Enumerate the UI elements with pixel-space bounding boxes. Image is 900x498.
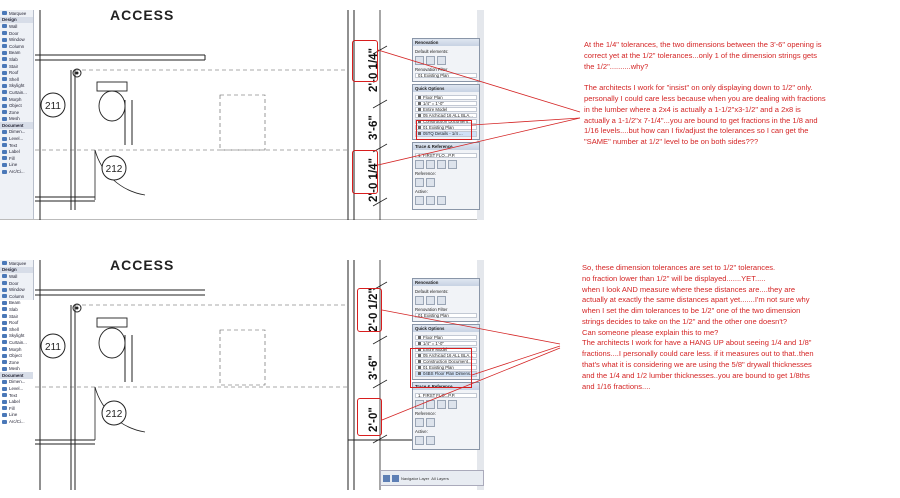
toolbox-item-column[interactable] xyxy=(0,43,33,50)
annotation-line: fractions....I personally could care less. if it measures out to that..then xyxy=(582,349,814,359)
active-button-2-bottom[interactable] xyxy=(426,436,435,445)
toolbox-item-arc-ci[interactable] xyxy=(0,168,33,175)
room-tag-212: 212 xyxy=(105,164,123,175)
quick-option-label: 05 Archicad 16 ALL BLA... xyxy=(423,353,473,359)
toolbox-item-zone[interactable] xyxy=(0,109,33,116)
annotation-line: in the lumber where a 2x4 is actually a 1-1/2"x3-1/2" and a 2x8 is xyxy=(584,104,801,114)
toolbox-label: Curtain... xyxy=(9,339,27,345)
trace-title-bottom: Trace & Reference xyxy=(413,383,479,390)
toolbox-item-shell[interactable] xyxy=(0,76,33,83)
quick-option-label: Entire Model xyxy=(423,107,448,113)
annotation-line: The architects I work for "insist" on only displaying down to 1/2" only. xyxy=(584,83,813,93)
toolbox-label: Slab xyxy=(9,56,18,62)
ref-button-1[interactable] xyxy=(415,178,424,187)
annotation-line: "SAME" number at 1/2" level to be on both sides??? xyxy=(584,137,759,147)
demolish-button[interactable] xyxy=(426,56,435,65)
quick-options-title: Quick Options xyxy=(413,85,479,92)
annotation-line: the 1/2"..........why? xyxy=(584,61,649,71)
trace-title: Trace & Reference xyxy=(413,143,479,150)
new-button[interactable] xyxy=(437,56,446,65)
statusbar xyxy=(380,470,484,486)
ref-button-2[interactable] xyxy=(426,178,435,187)
option-icon xyxy=(418,336,421,339)
annotation-line: Can someone please explain this to me? xyxy=(582,327,719,337)
reference-label: Reference: xyxy=(415,171,437,177)
toolbox-label: Stair xyxy=(9,63,19,69)
new-button-bottom[interactable] xyxy=(437,296,446,305)
annotation-line: personally I could care less because when you are dealing with fractions xyxy=(584,94,826,104)
annotation-line: and the 1/4 and 1/2 lumber thicknesses..you are bound to get 1/8ths xyxy=(582,370,810,380)
toolbox-label: Text xyxy=(9,142,18,148)
ref-button-2-bottom[interactable] xyxy=(426,418,435,427)
toolbox-item-object[interactable] xyxy=(0,102,33,109)
layer-icon[interactable] xyxy=(392,475,399,482)
toolbox-label: Slab xyxy=(9,306,18,312)
toolbox-label: Fill xyxy=(9,405,15,411)
option-icon xyxy=(418,342,421,345)
quick-option-label: Construction Document... xyxy=(423,359,472,365)
annotation-line: no fraction lower than 1/2" will be displayed.......YET..... xyxy=(582,273,766,283)
toolbox-item-dimen[interactable] xyxy=(0,129,33,136)
toolbox-item-beam[interactable] xyxy=(0,50,33,57)
toolbox-label: Mesh xyxy=(9,366,20,372)
trace-button-2[interactable] xyxy=(426,160,435,169)
dimension-lower-bottom: 2'-0" xyxy=(368,407,380,432)
toolbox-label: Zone xyxy=(9,359,20,365)
toolbox-label: Morph xyxy=(9,96,22,102)
toolbox-label: Skylight xyxy=(9,83,25,89)
active-button-3[interactable] xyxy=(437,196,446,205)
tool-icon xyxy=(2,31,7,35)
trace-button-1-bottom[interactable] xyxy=(415,400,424,409)
toolbox-label: Label xyxy=(9,149,20,155)
trace-button-3-bottom[interactable] xyxy=(437,400,446,409)
annotation-line: that's what it is considering we are using the 5/8" drywall thicknesses xyxy=(582,360,812,370)
tool-icon xyxy=(2,64,7,68)
dimension-middle: 3'-6" xyxy=(368,115,380,140)
trace-reference-palette-bottom xyxy=(412,382,480,450)
tool-icon xyxy=(2,143,7,147)
toolbox-label: Marquee xyxy=(9,10,27,16)
toolbox-label: Beam xyxy=(9,50,21,56)
annotation-line: strings decides to take on the 1/2" and the other one doesn't? xyxy=(582,316,788,326)
toolbox-label: Zone xyxy=(9,109,20,115)
renovation-filter-select[interactable]: 01 Existing Plan xyxy=(415,73,477,78)
toolbox-item-slab[interactable] xyxy=(0,56,33,63)
tool-icon xyxy=(2,117,7,121)
toolbox-item-text[interactable] xyxy=(0,142,33,149)
toolbox-label: Stair xyxy=(9,313,19,319)
toolbox-item-window[interactable] xyxy=(0,36,33,43)
toolbox-label: Roof xyxy=(9,70,19,76)
room-tag-211-bottom: 211 xyxy=(45,342,61,353)
tool-icon xyxy=(2,71,7,75)
tool-icon xyxy=(2,84,7,88)
tool-icon xyxy=(2,110,7,114)
quick-option-label: 1/4" = 1'-0" xyxy=(423,100,444,106)
tool-icon xyxy=(2,150,7,154)
trace-select[interactable]: 1. FIRST FLO...P.P. xyxy=(415,153,477,158)
quick-options-highlight-bottom xyxy=(410,348,472,388)
toolbox-label: Design xyxy=(2,267,17,273)
toolbox-label: Shell xyxy=(9,326,19,332)
annotation-top xyxy=(584,40,826,148)
toolbox-item-roof[interactable] xyxy=(0,69,33,76)
drawing-title-bottom: ACCESS xyxy=(110,257,175,273)
quick-option-label: 04BS Floor Plan Dimens... xyxy=(423,371,474,377)
annotation-line: and 1/16 fractions.... xyxy=(582,381,651,391)
tool-icon xyxy=(2,90,7,94)
dimension-middle-bottom: 3'-6" xyxy=(368,355,380,380)
toolbox-label: Document xyxy=(2,122,24,128)
active-label-bottom: Active: xyxy=(415,429,428,435)
toolbox-label: Window xyxy=(9,287,25,293)
highlight-box-upper xyxy=(352,40,378,82)
toolbox-label: Door xyxy=(9,280,19,286)
tool-icon xyxy=(2,130,7,134)
toolbox-item-design[interactable] xyxy=(0,17,33,24)
toolbox-label: Fill xyxy=(9,155,15,161)
quick-option-label: 01 Existing Plan xyxy=(423,125,454,131)
toolbox-label: Object xyxy=(9,353,22,359)
dimension-lower: 2'-0 1/4" xyxy=(368,158,380,202)
quick-option-label: Floor Plan xyxy=(423,94,443,100)
toolbox-item-door[interactable] xyxy=(0,30,33,37)
toolbox-item-line[interactable] xyxy=(0,162,33,169)
option-icon xyxy=(418,108,421,111)
quick-option-row[interactable] xyxy=(415,107,477,112)
toolbox-label: Door xyxy=(9,30,19,36)
toolbox-label: Design xyxy=(2,17,17,23)
toolbox-label: Level... xyxy=(9,136,24,142)
quick-option-label: Entire Model xyxy=(423,347,448,353)
highlight-box-lower-bottom xyxy=(357,398,382,436)
tool-icon xyxy=(2,51,7,55)
renovation-palette xyxy=(412,38,480,82)
toolbox-label: Skylight xyxy=(9,333,25,339)
demolish-button-bottom[interactable] xyxy=(426,296,435,305)
toolbox-label: Column xyxy=(9,43,25,49)
all-layers-label: All Layers xyxy=(431,475,449,481)
tool-icon xyxy=(2,38,7,42)
tool-icon xyxy=(2,77,7,81)
toolbox-item-label[interactable] xyxy=(0,148,33,155)
quick-option-label: 05TQ Details - 1/4 ... xyxy=(423,131,463,137)
navigator-layer-label: Navigator Layer xyxy=(401,475,430,481)
toolbox-label: Marquee xyxy=(9,260,27,266)
default-elements-label: Default elements: xyxy=(415,49,449,54)
room-tag-212-bottom: 212 xyxy=(105,409,123,420)
quick-option-row[interactable] xyxy=(415,101,477,106)
annotation-line: 1/16 levels....but how can I fix/adjust the tolerances so I can get the xyxy=(584,126,809,136)
screenshot-top xyxy=(0,7,484,220)
tool-icon xyxy=(2,24,7,28)
renovation-filter-select-bottom[interactable]: 01 Existing Plan xyxy=(415,313,477,318)
dimension-upper-bottom: 2'-0 1/2" xyxy=(368,288,380,332)
annotation-bottom xyxy=(582,263,814,392)
active-button-1[interactable] xyxy=(415,196,424,205)
toolbox-item-mesh[interactable] xyxy=(0,116,33,123)
reference-label-bottom: Reference: xyxy=(415,411,437,417)
tool-icon xyxy=(2,57,7,61)
room-tag-211: 211 xyxy=(45,101,61,112)
toolbox-label: Level... xyxy=(9,386,24,392)
quick-option-row[interactable] xyxy=(415,113,477,118)
tool-icon xyxy=(2,170,7,174)
tool-icon xyxy=(2,137,7,141)
trace-button-3[interactable] xyxy=(437,160,446,169)
tool-icon xyxy=(2,156,7,160)
renovation-title: Renovation xyxy=(413,39,479,46)
toolbox-label: Dimen... xyxy=(9,129,26,135)
quick-option-row[interactable] xyxy=(415,341,477,346)
annotation-line: actually a 1-1/2"x 7-1/4"...you are bound to get fractions in the 1/8 and xyxy=(584,115,818,125)
toolbox-label: Line xyxy=(9,162,18,168)
quick-option-label: Construction Document... xyxy=(423,119,472,125)
toolbox-label: Curtain... xyxy=(9,89,27,95)
trace-button-2-bottom[interactable] xyxy=(426,400,435,409)
toolbox-label: Arc/Ci... xyxy=(9,169,25,175)
annotation-line: The architects I work for have a HANG UP about seeing 1/4 and 1/8" xyxy=(582,338,812,348)
quick-option-label: Floor Plan xyxy=(423,334,443,340)
quick-options-highlight xyxy=(416,120,472,140)
renovation-filter-label-bottom: Renovation Filter xyxy=(415,307,448,312)
renovation-palette-bottom xyxy=(412,278,480,322)
annotation-line: when I set the dim tolerances to be 1/2" one of the two dimension xyxy=(582,306,801,316)
toolbox-item-morph[interactable] xyxy=(0,96,33,103)
highlight-box-lower xyxy=(352,150,378,194)
option-icon xyxy=(418,96,421,99)
tool-icon xyxy=(2,97,7,101)
toolbox-label: Column xyxy=(9,293,25,299)
option-icon xyxy=(418,114,421,117)
drawing-title: ACCESS xyxy=(110,7,175,23)
annotation-line: At the 1/4" tolerances, the two dimensions between the 3'-6" opening is xyxy=(584,40,822,49)
annotation-gap xyxy=(584,72,826,83)
tool-icon xyxy=(2,104,7,108)
toolbox-label: Shell xyxy=(9,76,19,82)
renovation-filter-label: Renovation Filter xyxy=(415,67,448,72)
toolbox-label: Label xyxy=(9,399,20,405)
annotation-line: actually at exactly the same distances apart yet.......I'm not sure why xyxy=(582,295,810,305)
toolbox-label: Dimen... xyxy=(9,379,26,385)
toolbox-item-wall[interactable] xyxy=(0,23,33,30)
screenshot-bottom xyxy=(0,257,484,490)
annotation-line: So, these dimension tolerances are set to 1/2" tolerances. xyxy=(582,263,776,272)
toolbox-item-marquee[interactable] xyxy=(0,10,33,17)
quick-option-row[interactable] xyxy=(415,95,477,100)
toolbox-label: Text xyxy=(9,392,18,398)
existing-button[interactable] xyxy=(415,56,424,65)
existing-button-bottom[interactable] xyxy=(415,296,424,305)
toolbox-label: Wall xyxy=(9,23,18,29)
tool-icon xyxy=(2,11,7,15)
active-label: Active: xyxy=(415,189,428,195)
toolbox-item-document[interactable] xyxy=(0,122,33,129)
trace-reference-palette xyxy=(412,142,480,210)
trace-button-4-bottom[interactable] xyxy=(448,400,457,409)
trace-button-4[interactable] xyxy=(448,160,457,169)
toolbox-label: Beam xyxy=(9,300,21,306)
quick-options-title-bottom: Quick Options xyxy=(413,325,479,332)
view-icon[interactable] xyxy=(383,475,390,482)
quick-option-label: 1/4" = 1'-0" xyxy=(423,340,444,346)
toolbox-top xyxy=(0,10,34,219)
toolbox-label: Document xyxy=(2,372,24,378)
toolbox-label: Wall xyxy=(9,273,18,279)
toolbox-item-skylight[interactable] xyxy=(0,83,33,90)
toolbox-label: Line xyxy=(9,412,18,418)
annotation-line: when I look AND measure where these distances are....they are xyxy=(582,284,796,294)
active-button-2[interactable] xyxy=(426,196,435,205)
highlight-box-upper-bottom xyxy=(357,288,382,332)
quick-option-label: 01 Existing Plan xyxy=(423,365,454,371)
default-elements-label-bottom: Default elements: xyxy=(415,289,449,294)
toolbox-label: Morph xyxy=(9,346,22,352)
toolbox-item-level[interactable] xyxy=(0,135,33,142)
tool-icon xyxy=(2,163,7,167)
tool-icon xyxy=(2,44,7,48)
ref-button-1-bottom[interactable] xyxy=(415,418,424,427)
toolbox-item-curtain[interactable] xyxy=(0,89,33,96)
toolbox-label: Arc/Ci... xyxy=(9,419,25,425)
quick-option-row[interactable] xyxy=(415,335,477,340)
dimension-upper: 2'-0 1/4" xyxy=(368,48,380,92)
trace-button-1[interactable] xyxy=(415,160,424,169)
option-icon xyxy=(418,102,421,105)
trace-select-bottom[interactable]: 1. FIRST FLO...P.P. xyxy=(415,393,477,398)
toolbox-label: Roof xyxy=(9,320,19,326)
annotation-line: correct yet at the 1/2" tolerances...only 1 of the dimension strings gets xyxy=(584,50,817,60)
toolbox-label: Window xyxy=(9,37,25,43)
quick-option-label: 05 Archicad 16 ALL BLA... xyxy=(423,113,473,119)
toolbox-item-stair[interactable] xyxy=(0,63,33,70)
active-button-1-bottom[interactable] xyxy=(415,436,424,445)
renovation-title-bottom: Renovation xyxy=(413,279,479,286)
toolbox-label: Mesh xyxy=(9,116,20,122)
toolbox-label: Object xyxy=(9,103,22,109)
toolbox-item-fill[interactable] xyxy=(0,155,33,162)
